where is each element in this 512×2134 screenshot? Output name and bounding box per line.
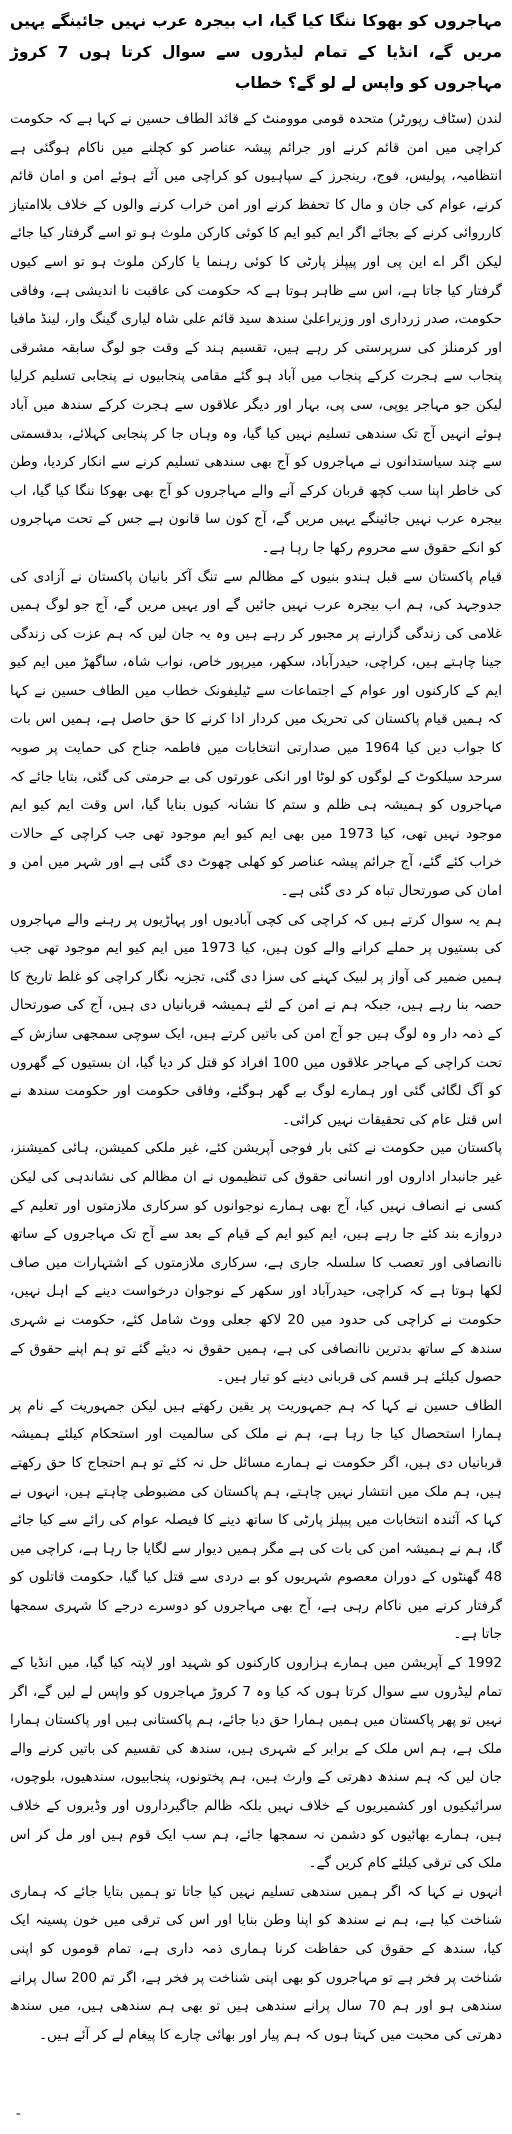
- article-body: [10, 105, 502, 2049]
- article-paragraph: انہوں نے کہا کہ اگر ہمیں سندھی تسلیم نہیں کیا جاتا تو ہمیں بتایا جائے کہ ہماری شناخت کیا ہے، ہم نے سندھ کو اپنا وطن بنایا اور اس کی ترقی میں خون پسینہ ایک کیا، سندھ کے حقوق کی حفاظت کرنا ہماری ذمہ داری ہے، تمام قوموں کو اپنی شناخت پر فخر ہے تو مہاجروں کو بھی اپنی شناخت پر فخر ہے، اگر تم 200 سال پرانے سندھی ہو اور ہم 70 سال پرانے سندھی ہیں تو بھی ہم سندھی ہیں، میں سندھ دھرتی کی محبت میں کہتا ہوں کہ ہم پیار اور بھائی چارے کا پیغام لے کر آئے ہیں۔: [10, 1883, 502, 2043]
- article-paragraph: ہم یہ سوال کرتے ہیں کہ کراچی کی کچی آبادیوں اور پہاڑیوں پر رہنے والے مہاجروں کی بستیوں پر حملے کرانے والے کون ہیں، کیا 1973 میں ایم کیو ایم موجود تھی جب ہمیں ضمیر کی آواز پر لبیک کہنے کی سزا دی گئی، تجزیہ نگار کراچی کو غلط تاریخ کا حصہ بنا رہے ہیں، جبکہ ہم نے امن کے لئے ہمیشہ قربانیاں دی ہیں، آج کی صورتحال کے ذمہ دار وہ لوگ ہیں جو آج امن کی باتیں کرتے ہیں، ایک سوچی سمجھی سازش کے تحت کراچی کے مہاجر علاقوں میں 100 افراد کو قتل کر دیا گیا، ان بستیوں کے گھروں کو آگ لگائی گئی اور ہمارے لوگ بے گھر ہوگئے، وفاقی حکومت اور حکومت سندھ نے اس قتل عام کی تحقیقات نہیں کرائی۔: [10, 911, 502, 1128]
- article-paragraph: 1992 کے آپریشن میں ہمارے ہزاروں کارکنوں کو شہید اور لاپتہ کیا گیا، میں انڈیا کے تمام لیڈروں سے سوال کرتا ہوں کہ کیا وہ 7 کروڑ مہاجروں کو واپس لے لیں گے، اگر نہیں تو پھر پاکستان میں ہمیں ہمارا حق دیا جائے، ہم پاکستانی ہیں اور پاکستان ہمارا ملک ہے، ہم اس ملک کے برابر کے شہری ہیں، سندھ کی تقسیم کی باتیں کرنے والے جان لیں کہ ہم سندھ دھرتی کے وارث ہیں، ہم پختونوں، پنجابیوں، سندھیوں، بلوچوں، سرائیکیوں اور کشمیریوں کے خلاف نہیں بلکہ ظالم جاگیرداروں اور وڈیروں کے خلاف ہیں، ہمارے بھائیوں کو دشمن نہ سمجھا جائے، ہم سب ایک قوم ہیں اور مل کر اس ملک کی ترقی کیلئے کام کریں گے۔: [10, 1655, 502, 1872]
- article-paragraph: پاکستان میں حکومت نے کئی بار فوجی آپریشن کئے، غیر ملکی کمیشن، ہائی کمیشنز، غیر جانبدار اداروں اور انسانی حقوق کی تنظیموں نے ان مظالم کی نشاندہی کی لیکن کسی نے انصاف نہیں کیا، آج بھی ہمارے نوجوانوں کو سرکاری ملازمتوں اور تعلیم کے دروازے بند کئے جا رہے ہیں، ایم کیو ایم کے قیام کے بعد سے آج تک مہاجروں کے ساتھ ناانصافی اور تعصب کا سلسلہ جاری ہے، سرکاری ملازمتوں کے اشتہارات میں صاف لکھا ہوتا ہے کہ کراچی، حیدرآباد اور سکھر کے نوجوان درخواست دینے کے اہل نہیں، حکومت نے کراچی کی حدود میں 20 لاکھ جعلی ووٹ شامل کئے، حکومت نے شہری سندھ کے ساتھ بدترین ناانصافی کی ہے، ہمیں حقوق نہ دیئے گئے تو ہم اپنے حقوق کے حصول کیلئے ہر قسم کی قربانی دینے کو تیار ہیں۔: [10, 1140, 502, 1386]
- article-paragraph: الطاف حسین نے کہا کہ ہم جمہوریت پر یقین رکھتے ہیں لیکن جمہوریت کے نام پر ہمارا استحصال کیا جا رہا ہے، ہم نے ملک کی سالمیت اور استحکام کیلئے ہمیشہ قربانیاں دی ہیں، اگر حکومت نے ہمارے مسائل حل نہ کئے تو ہم احتجاج کا حق رکھتے ہیں، ہم ملک میں انتشار نہیں چاہتے، ہم پاکستان کی مضبوطی چاہتے ہیں، انہوں نے کہا کہ آئندہ انتخابات میں پیپلز پارٹی کا ساتھ دینے کا فیصلہ عوام کی رائے سے کیا جائے گا، ہم نے ہمیشہ امن کی بات کی ہے مگر ہمیں دیوار سے لگایا جا رہا ہے، کراچی میں 48 گھنٹوں کے دوران معصوم شہریوں کو بے دردی سے قتل کیا گیا، حکومت قاتلوں کو گرفتار کرنے میں ناکام رہی ہے، آج بھی مہاجروں کو دوسرے درجے کا شہری سمجھا جاتا ہے۔: [10, 1397, 502, 1643]
- headline: مہاجروں کو بھوکا ننگا کیا گیا، اب بیجرہ عرب نہیں جائینگے یہیں مریں گے، انڈیا کے تمام لیڈروں سے سوال کرتا ہوں 7 کروڑ مہاجروں کو واپس لے لو گے؟ خطاب: [10, 12, 502, 92]
- article-paragraph: قیام پاکستان سے قبل ہندو بنیوں کے مظالم سے تنگ آکر بانیان پاکستان نے آزادی کی جدوجہد کی، ہم اب بیجرہ عرب نہیں جائیں گے اور یہیں مریں گے، آج جو لوگ ہمیں غلامی کی زندگی گزارنے پر مجبور کر رہے ہیں وہ یہ جان لیں کہ ہم عزت کی زندگی جینا چاہتے ہیں، کراچی، حیدرآباد، سکھر، میرپور خاص، نواب شاہ، ساگھڑ میں ایم کیو ایم کے کارکنوں اور عوام کے اجتماعات سے ٹیلیفونک خطاب میں الطاف حسین نے کہا کہ ہمیں قیام پاکستان کی تحریک میں کردار ادا کرنے کا حق حاصل ہے، ہمیں اس بات کا جواب دیں کیا 1964 میں صدارتی انتخابات میں فاطمہ جناح کی حمایت پر صوبہ سرحد سیلکوٹ کے لوگوں کو لوٹا اور انکی عورتوں کی بے حرمتی کی گئی، بتایا جائے کہ مہاجروں کو ہمیشہ ہی ظلم و ستم کا نشانہ کیوں بنایا گیا، اس وقت ایم کیو ایم موجود نہیں تھی، کیا 1973 میں بھی ایم کیو ایم موجود تھی جب کراچی کے حالات خراب کئے گئے، آج جرائم پیشہ عناصر کو کھلی چھوٹ دی گئی ہے اور شہر میں امن و امان کی صورتحال تباہ کر دی گئی ہے۔: [10, 568, 503, 900]
- article-paragraph: لندن (سٹاف رپورٹر) متحدہ قومی موومنٹ کے قائد الطاف حسین نے کہا ہے کہ حکومت کراچی میں امن قائم کرنے اور جرائم پیشہ عناصر کو کچلنے میں ناکام ہوگئی ہے انتظامیہ، پولیس، فوج، رینجرز کے سپاہیوں کو کراچی میں آئے ہوئے امن و امان قائم کرنے، عوام کی جان و مال کا تحفظ کرنے اور امن خراب کرنے والوں کے خلاف بلاامتیاز کارروائی کرنے کے بجائے اگر ایم کیو ایم کا کوئی کارکن ملوث ہو تو اسے گرفتار کیا جائے لیکن اگر اے این پی اور پیپلز پارٹی کا کوئی رہنما یا کارکن ملوث ہو تو اسے کیوں گرفتار کیا جاتا ہے، اس سے ظاہر ہوتا ہے کہ حکومت کی عاقبت نا اندیشی ہے، وفاقی حکومت، صدر زرداری اور وزیراعلیٰ سندھ سید قائم علی شاہ لیاری گینگ وار، لینڈ مافیا اور کرمنلز کی سرپرستی کر رہے ہیں، تقسیم ہند کے وقت جو لوگ سابقہ مشرقی پنجاب سے ہجرت کرکے پنجاب میں آباد ہو گئے مقامی پنجابیوں نے پنجابی تسلیم کرلیا لیکن جو مہاجر یوپی، سی پی، بہار اور دیگر علاقوں سے ہجرت کرکے سندھ میں آباد ہوئے انہیں آج تک سندھی تسلیم نہیں کیا گیا، وہ وہاں جا کر پنجابی کہلائے، بدقسمتی سے چند سیاستدانوں نے مہاجروں کو آج بھی سندھی تسلیم کرنے سے انکار کردیا، وطن کی خاطر اپنا سب کچھ قربان کرکے آنے والے مہاجروں کو آج بھی بھوکا ننگا کیا گیا، اب بیجرہ عرب نہیں جائینگے یہیں مریں گے، آج کون سا قانون ہے جس کے تحت مہاجروں کو انکے حقوق سے محروم رکھا جا رہا ہے۔: [10, 111, 502, 556]
- end-mark: -: [16, 2106, 21, 2121]
